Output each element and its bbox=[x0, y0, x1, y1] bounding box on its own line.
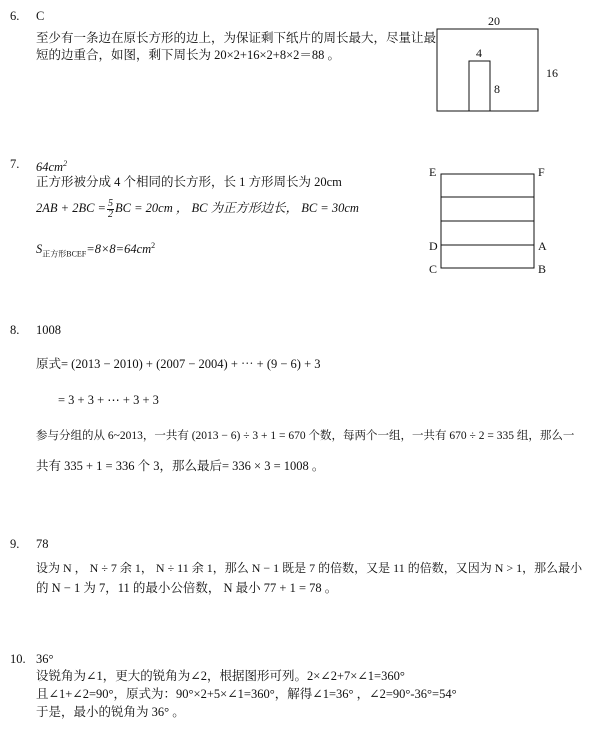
q8-line3: 参与分组的从 6~2013，一共有 (2013 − 6) ÷ 3 + 1 = 670 个数，每两个一组，一共有 670 ÷ 2 = 335 组，那么一 bbox=[36, 430, 575, 442]
q8-line1: 原式= (2013 − 2010) + (2007 − 2004) + ⋯ + (9 − 6) + 3 bbox=[36, 357, 321, 371]
q7-eq-left: 2AB + 2BC = bbox=[36, 201, 106, 215]
q6-line1: 至少有一条边在原长方形的边上，为保证剩下纸片的周长最大，尽量让最 bbox=[36, 31, 437, 45]
q6-number: 6. bbox=[10, 9, 20, 23]
q6-fig-height: 16 bbox=[546, 66, 558, 80]
q6-answer: C bbox=[36, 9, 45, 23]
q7-eq-right: BC = 20cm ， BC 为正方形边长， BC = 30cm bbox=[115, 201, 359, 215]
q10-line1: 设锐角为∠1，更大的锐角为∠2，根据图形可列。2×∠2+7×∠1=360° bbox=[36, 669, 405, 683]
q7-answer-value: 64cm bbox=[36, 160, 64, 175]
q6-line2: 短的边重合，如图，剩下周长为 20×2+16×2+8×2＝88 。 bbox=[36, 48, 340, 62]
q7-label-a: A bbox=[538, 239, 547, 253]
q8-line2: = 3 + 3 + ⋯ + 3 + 3 bbox=[58, 393, 159, 407]
q9-line1: 设为 N ， N ÷ 7 余 1， N ÷ 11 余 1，那么 N − 1 既是 7 的倍数，又是 11 的倍数，又因为 N > 1，那么最小 bbox=[36, 561, 583, 575]
q7-label-d: D bbox=[429, 239, 438, 253]
q6-fig-cut-width: 4 bbox=[476, 46, 482, 60]
q7-area-sup: 2 bbox=[151, 241, 156, 250]
q8-number: 8. bbox=[10, 323, 20, 337]
q9-line2: 的 N − 1 为 7，11 的最小公倍数， N 最小 77 + 1 = 78 。 bbox=[36, 581, 338, 595]
q7-figure bbox=[0, 0, 594, 300]
q8-answer: 1008 bbox=[36, 323, 61, 337]
q7-line1: 正方形被分成 4 个相同的长方形，长 1 方形周长为 20cm bbox=[36, 175, 342, 189]
q10-line2: 且∠1+∠2=90°，原式为：90°×2+5×∠1=360°，解得∠1=36° ，∠2=90°-36°=54° bbox=[36, 687, 457, 701]
q9-answer: 78 bbox=[36, 537, 49, 551]
q7-label-e: E bbox=[429, 165, 437, 179]
q6-fig-width: 20 bbox=[488, 14, 500, 28]
q10-answer: 36° bbox=[36, 652, 54, 666]
q7-label-b: B bbox=[538, 262, 547, 276]
q7-area-s: S bbox=[36, 242, 43, 257]
q7-area-rest: =8×8=64cm bbox=[86, 242, 152, 257]
q9-number: 9. bbox=[10, 537, 20, 551]
q7-frac-num: 5 bbox=[108, 197, 113, 209]
q7-number: 7. bbox=[10, 157, 20, 171]
q10-number: 10. bbox=[10, 652, 26, 666]
q7-frac-den: 2 bbox=[108, 208, 113, 220]
q6-fig-cut-height: 8 bbox=[494, 82, 500, 96]
q8-line4: 共有 335 + 1 = 336 个 3，那么最后= 336 × 3 = 1008 。 bbox=[36, 459, 325, 473]
q7-answer-sup: 2 bbox=[63, 159, 68, 168]
q7-area-sub: 正方形BCEF bbox=[42, 249, 87, 259]
q7-label-f: F bbox=[538, 165, 545, 179]
q10-line3: 于是，最小的锐角为 36° 。 bbox=[36, 705, 185, 719]
q7-label-c: C bbox=[429, 262, 438, 276]
